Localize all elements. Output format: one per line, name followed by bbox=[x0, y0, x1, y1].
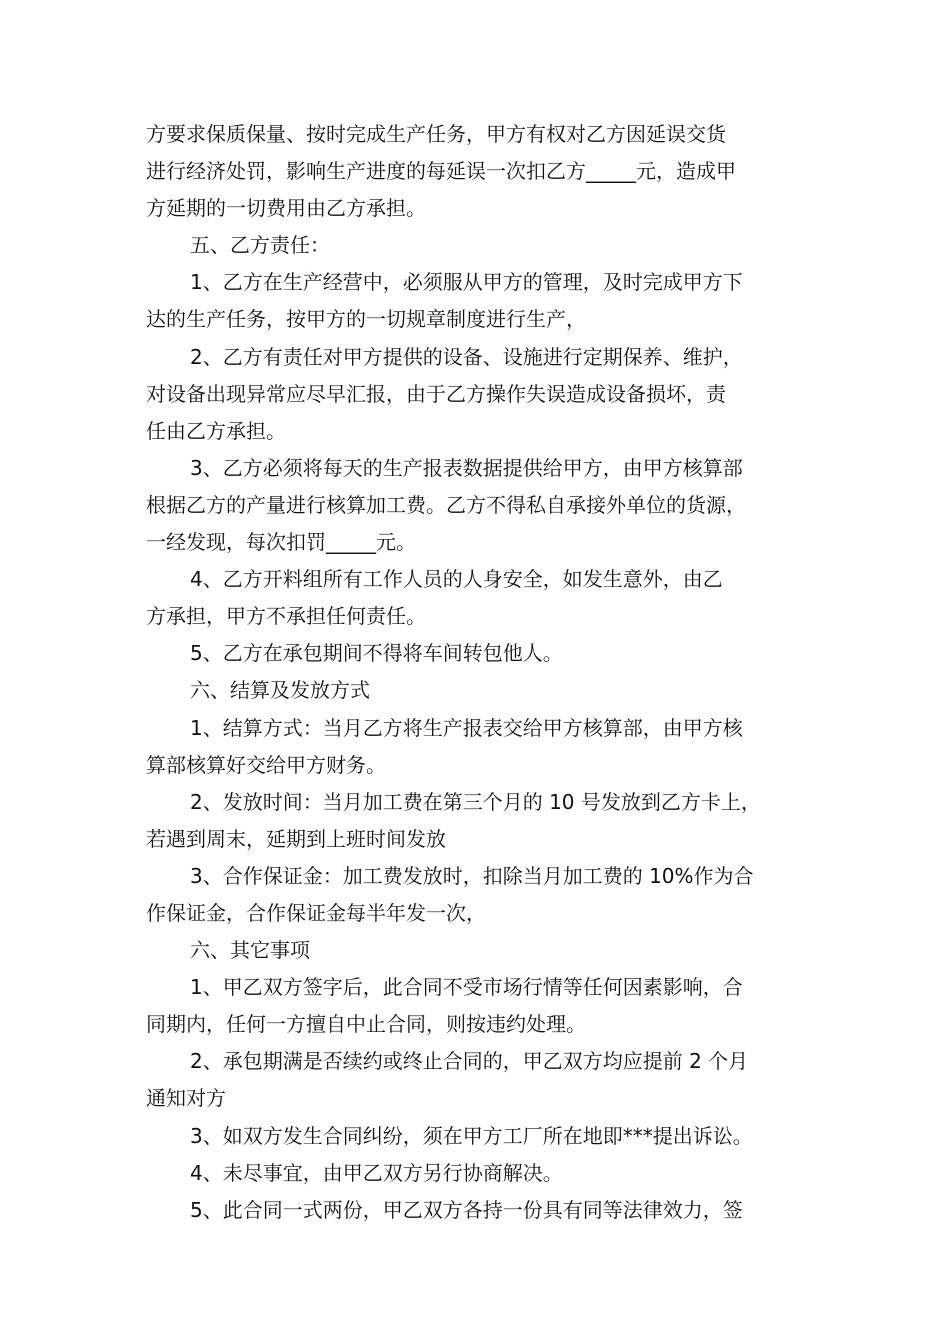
text-line: 方承担，甲方不承担任何责任。 bbox=[146, 604, 426, 629]
document-body bbox=[146, 116, 810, 1229]
text-line: 达的生产任务，按甲方的一切规章制度进行生产， bbox=[146, 307, 586, 332]
text-line: 方要求保质保量、按时完成生产任务，甲方有权对乙方因延误交货 bbox=[146, 122, 726, 146]
section-heading: 六、其它事项 bbox=[190, 938, 310, 963]
text-line: 3、合作保证金：加工费发放时，扣除当月加工费的 10%作为合 bbox=[190, 863, 754, 888]
text-line: 对设备出现异常应尽早汇报，由于乙方操作失误造成设备损坏，责 bbox=[146, 381, 726, 406]
text-line: 4、乙方开料组所有工作人员的人身安全，如发生意外，由乙 bbox=[190, 567, 723, 592]
text-line: 1、结算方式：当月乙方将生产报表交给甲方核算部，由甲方核 bbox=[190, 715, 743, 740]
text-line: 4、未尽事宜，由甲乙双方另行协商解决。 bbox=[190, 1160, 563, 1185]
section-heading: 五、乙方责任： bbox=[190, 233, 330, 258]
text-line: 方延期的一切费用由乙方承担。 bbox=[146, 196, 426, 221]
text-line: 通知对方 bbox=[146, 1086, 226, 1111]
text-line: 2、承包期满是否续约或终止合同的，甲乙双方均应提前 2 个月 bbox=[190, 1049, 749, 1074]
text-line: 5、乙方在承包期间不得将车间转包他人。 bbox=[190, 641, 563, 666]
text-line: 作保证金，合作保证金每半年发一次， bbox=[146, 900, 486, 925]
section-heading: 六、结算及发放方式 bbox=[190, 678, 370, 703]
text-line: 任由乙方承担。 bbox=[146, 418, 286, 443]
text-line: 5、此合同一式两份，甲乙双方各持一份具有同等法律效力，签 bbox=[190, 1197, 743, 1222]
text-line: 2、发放时间：当月加工费在第三个月的 10 号发放到乙方卡上， bbox=[190, 789, 761, 814]
text-line: 3、乙方必须将每天的生产报表数据提供给甲方，由甲方核算部 bbox=[190, 455, 743, 480]
text-line: 进行经济处罚，影响生产进度的每延误一次扣乙方_____元，造成甲 bbox=[146, 159, 736, 184]
text-line: 根据乙方的产量进行核算加工费。乙方不得私自承接外单位的货源， bbox=[146, 492, 746, 517]
text-line: 1、乙方在生产经营中，必须服从甲方的管理，及时完成甲方下 bbox=[190, 270, 743, 295]
text-line: 同期内，任何一方擅自中止合同，则按违约处理。 bbox=[146, 1012, 586, 1037]
text-line: 2、乙方有责任对甲方提供的设备、设施进行定期保养、维护， bbox=[190, 344, 743, 369]
text-line: 若遇到周末，延期到上班时间发放 bbox=[146, 826, 446, 851]
text-line: 3、如双方发生合同纠纷，须在甲方工厂所在地即***提出诉讼。 bbox=[190, 1123, 753, 1148]
text-line: 1、甲乙双方签字后，此合同不受市场行情等任何因素影响，合 bbox=[190, 975, 743, 1000]
text-line: 一经发现，每次扣罚_____元。 bbox=[146, 530, 416, 555]
text-line: 算部核算好交给甲方财务。 bbox=[146, 752, 386, 777]
